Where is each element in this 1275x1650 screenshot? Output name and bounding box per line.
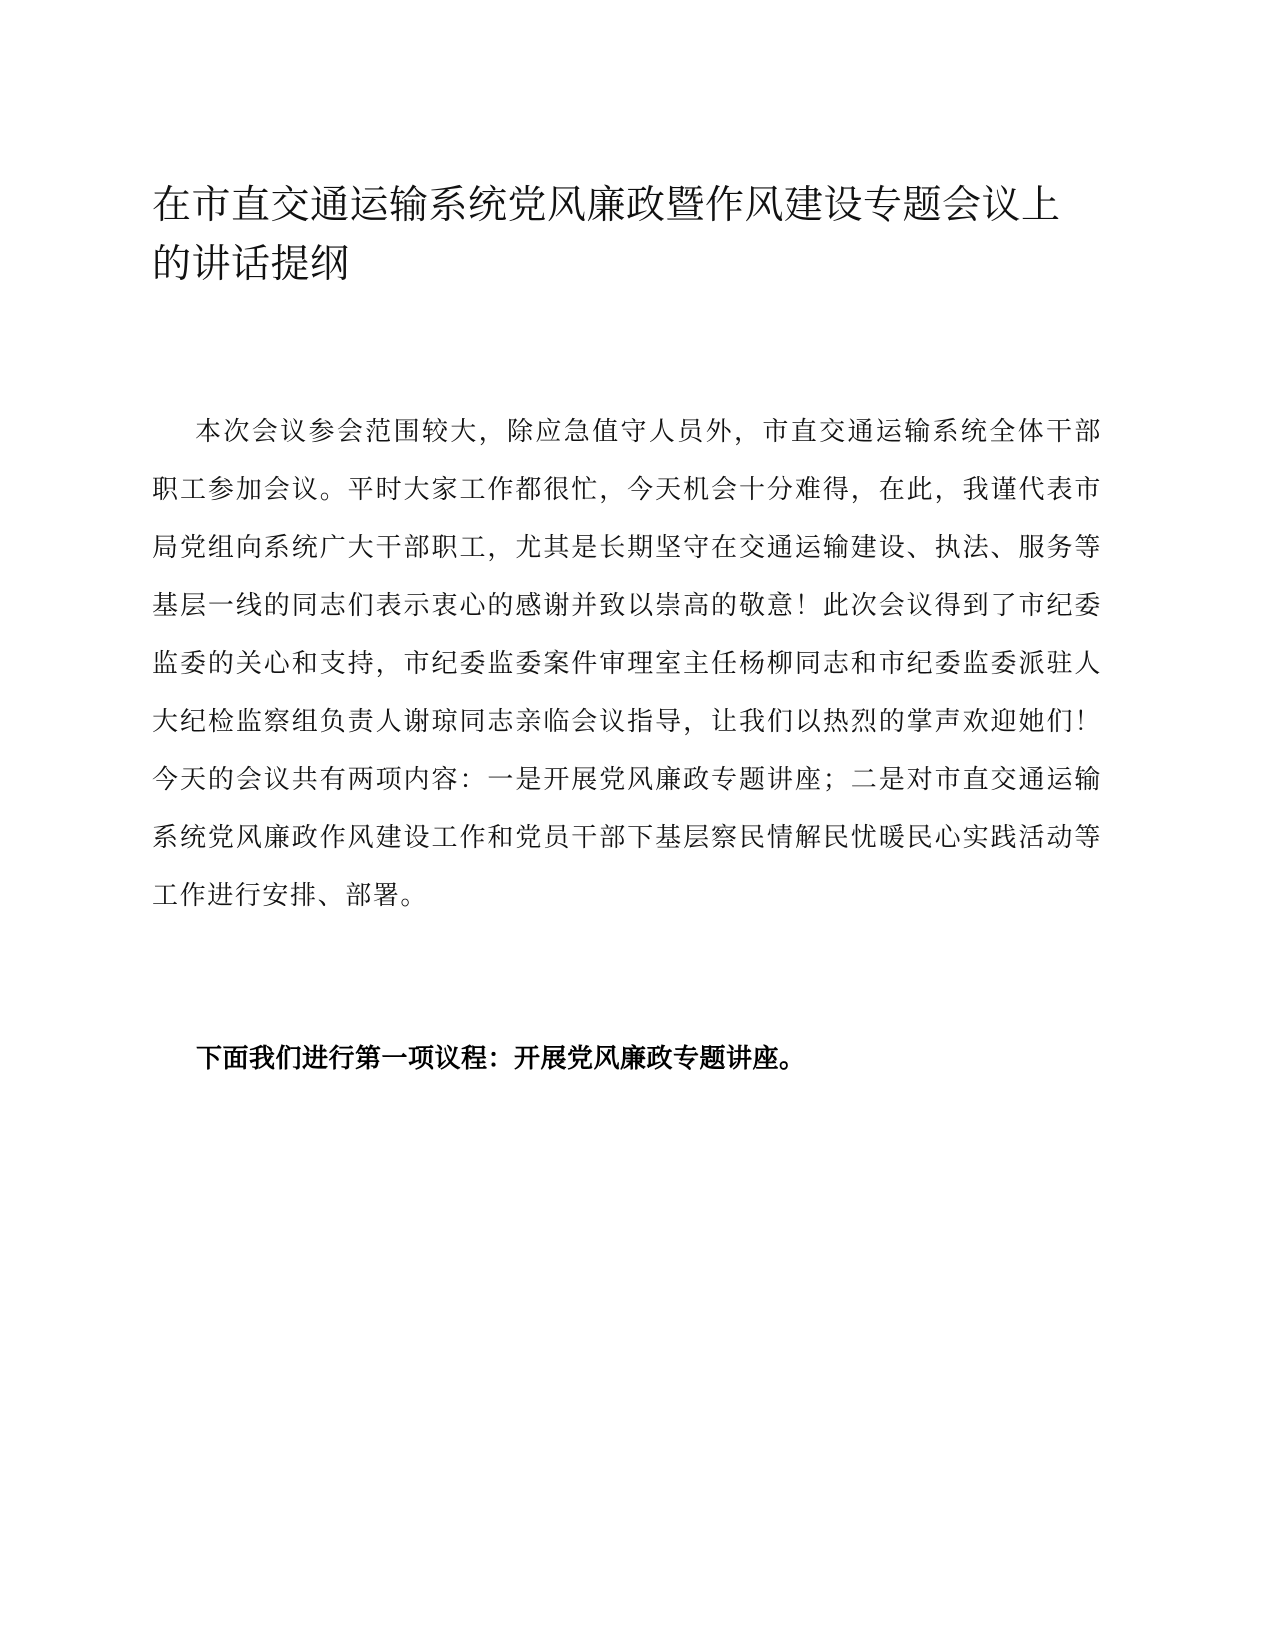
agenda-paragraph: 下面我们进行第一项议程：开展党风廉政专题讲座。 — [196, 1044, 806, 1074]
body-paragraph: 本次会议参会范围较大，除应急值守人员外，市直交通运输系统全体干部职工参加会议。平时大家工作都很忙，今天机会十分难得，在此，我谨代表市局党组向系统广大干部职工，尤其是长期坚守在交通运输建设、执法、服务等基层一线的同志们表示衷心的感谢并致以崇高的敬意！此次会议得到了市纪委监委的关心和支持，市纪委监委案件审理室主任杨柳同志和市纪委监委派驻人大纪检监察组负责人谢琼同志亲临会议指导，让我们以热烈的掌声欢迎她们！今天的会议共有两项内容：一是开展党风廉政专题讲座；二是对市直交通运输系统党风廉政作风建设工作和党员干部下基层察民情解民忧暖民心实践活动等工作进行安排、部署。 — [152, 417, 1102, 911]
document-title: 在市直交通运输系统党风廉政暨作风建设专题会议上的讲话提纲 — [152, 183, 1061, 287]
